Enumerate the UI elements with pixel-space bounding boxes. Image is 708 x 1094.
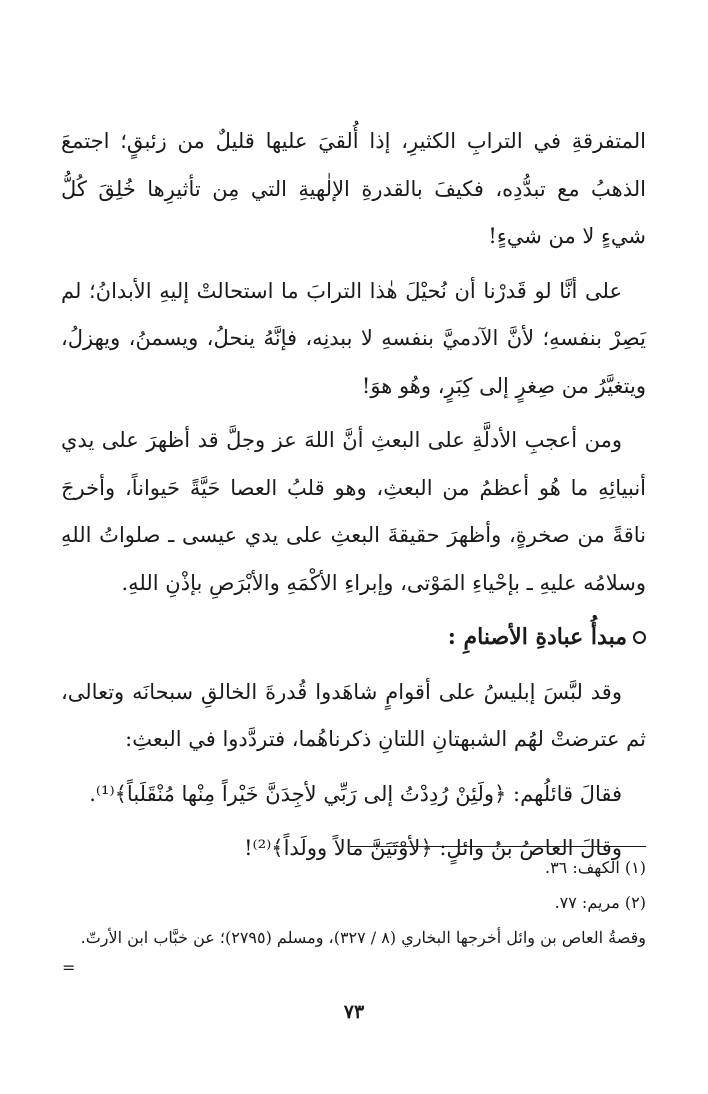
footnotes [61, 852, 646, 957]
main-text [61, 118, 646, 880]
section-heading [61, 614, 646, 662]
continuation-mark: = [62, 958, 76, 977]
footnote-divider [350, 846, 646, 847]
footnote-2: (٢) مريم: ٧٧. [554, 893, 646, 912]
paragraph-1: المتفرقةِ في الترابِ الكثيرِ، إذا أُلقيَ عليها قليلٌ من زئبقٍ؛ اجتمعَ الذهبُ مع تبدُّدِه، فكيفَ بالقدرةِ الإلٰهيةِ التي مِن تأثيرِها خُلِقَ كُلُّ شيءٍ لا من شيءٍ! [61, 129, 646, 248]
paragraph-3: ومن أعجبِ الأدلَّةِ على البعثِ أنَّ اللهَ عز وجلَّ قد أظهرَ على يدي أنبيائِهِ ما هُو أعظمُ من البعثِ، وهو قلبُ العصا حَيَّةً حَيواناً، وأخرجَ ناقةً من صخرةٍ، وأظهرَ حقيقةَ البعثِ على يدي عيسى ـ صلواتُ اللهِ وسلامُه عليهِ ـ بإحْياءِ المَوْتى، وإبراءِ الأكْمَهِ والأبْرَصِ بإذْنِ اللهِ. [61, 428, 646, 595]
page-number: ٧٣ [343, 1001, 365, 1023]
circle-bullet-icon [633, 631, 646, 644]
section-heading-text: مبدأُ عبادةِ الأصنامِ : [447, 624, 627, 650]
footnote-2-continuation: وقصةُ العاص بن وائل أخرجها البخاري (٨ / ٣٢٧)، ومسلم (٢٧٩٥)؛ عن خبَّاب ابن الأرتّ. [80, 928, 646, 947]
paragraph-5: فقالَ قائلُهم: ﴿ولَئِنْ رُدِدْتُ إلى رَبِّي لأجِدَنَّ خَيْراً مِنْها مُنْقَلَباً﴾⁽¹⁾. [89, 781, 622, 806]
paragraph-6: وقالَ العاصُ بنُ وائلٍ: ﴿لأوْتَيَنَّ مالاً وولَداً﴾⁽²⁾! [244, 836, 622, 860]
paragraph-2: على أنَّا لو قَدرْنا أن نُحيْلَ هٰذا الترابَ ما استحالتْ إليهِ الأبدانُ؛ لم يَصِرْ بنفسهِ؛ لأنَّ الآدميَّ بنفسهِ لا ببدنِه، فإنَّهُ ينحلُ، ويسمنُ، ويهزلُ، ويتغيَّرُ من صِغرٍ إلى كِبَرٍ، وهُو هوَ! [61, 278, 646, 398]
paragraph-4: وقد لبَّسَ إبليسُ على أقوامٍ شاهَدوا قُدرةَ الخالقِ سبحانَه وتعالى، ثم عترضتْ لهُم الشبهتانِ اللتانِ ذكرناهُما، فتردَّدوا في البعثِ: [61, 679, 646, 751]
footnote-1: (١) الكهف: ٣٦. [544, 858, 646, 877]
